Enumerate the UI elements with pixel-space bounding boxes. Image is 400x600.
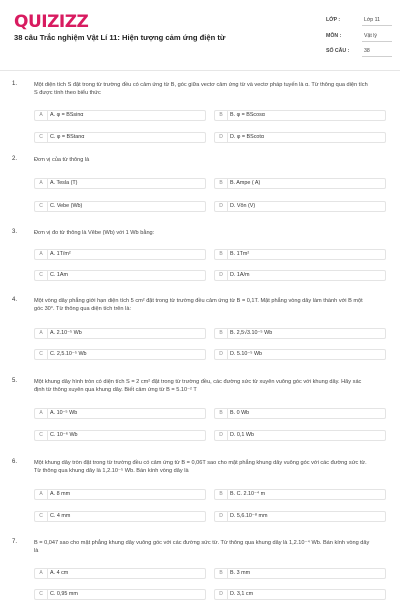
option-c[interactable] xyxy=(34,132,206,143)
option-text: C. 4 mm xyxy=(50,513,71,519)
meta-label-class: LỚP : xyxy=(326,17,341,23)
option-letter: D xyxy=(215,202,228,211)
meta-underline xyxy=(362,56,392,57)
option-c[interactable] xyxy=(34,349,206,360)
option-d[interactable] xyxy=(214,201,386,212)
meta-value-count: 38 xyxy=(364,48,370,54)
header xyxy=(0,0,400,70)
question-text: Một diện tích S đặt trong từ trường đều có cảm ứng từ B, góc giữa vectơ cảm ứng từ và vectơ pháp tuyến là α. Từ thông qua diện tích S được tính theo biểu thức xyxy=(34,82,368,96)
question-text: Đơn vị của từ thông là xyxy=(34,157,90,163)
question-number: 3. xyxy=(12,229,18,235)
option-letter: B xyxy=(215,179,228,188)
question-number: 7. xyxy=(12,539,18,545)
option-c[interactable] xyxy=(34,201,206,212)
option-a[interactable] xyxy=(34,249,206,260)
option-b[interactable] xyxy=(214,110,386,121)
option-letter: D xyxy=(215,431,228,440)
option-text: D. 5,6.10⁻⁸ mm xyxy=(230,513,268,519)
meta-label-subject: MÔN : xyxy=(326,33,342,39)
option-a[interactable] xyxy=(34,568,206,579)
option-b[interactable] xyxy=(214,178,386,189)
option-letter: A xyxy=(35,179,48,188)
page-title: 38 câu Trắc nghiệm Vật Lí 11: Hiện tượng cảm ứng điện từ xyxy=(14,33,226,42)
option-text: C. φ = BStanα xyxy=(50,134,85,140)
option-b[interactable] xyxy=(214,249,386,260)
option-a[interactable] xyxy=(34,489,206,500)
option-letter: A xyxy=(35,409,48,418)
option-text: A. 10⁻⁵ Wb xyxy=(50,410,78,416)
option-letter: B xyxy=(215,409,228,418)
option-d[interactable] xyxy=(214,270,386,281)
option-text: B. C. 2.10⁻⁴ m xyxy=(230,491,266,497)
option-d[interactable] xyxy=(214,430,386,441)
option-letter: A xyxy=(35,569,48,578)
option-d[interactable] xyxy=(214,349,386,360)
option-text: D. 0,1 Wb xyxy=(230,432,254,438)
meta-value-subject: Vật lý xyxy=(364,33,377,39)
option-b[interactable] xyxy=(214,568,386,579)
question-number: 5. xyxy=(12,378,18,384)
option-a[interactable] xyxy=(34,408,206,419)
option-text: A. 1T/m² xyxy=(50,251,71,257)
question-text: Đơn vị đo từ thông là Vêbe (Wb) với 1 Wb bằng: xyxy=(34,230,155,236)
option-b[interactable] xyxy=(214,328,386,339)
option-letter: D xyxy=(215,271,228,280)
option-letter: A xyxy=(35,490,48,499)
meta-value-class: Lớp 11 xyxy=(364,17,380,23)
option-text: A. 2.10⁻⁵ Wb xyxy=(50,330,82,336)
option-letter: A xyxy=(35,329,48,338)
option-a[interactable] xyxy=(34,178,206,189)
header-divider xyxy=(0,70,400,71)
option-letter: D xyxy=(215,133,228,142)
option-letter: D xyxy=(215,350,228,359)
option-text: D. 1A/m xyxy=(230,272,250,278)
option-letter: C xyxy=(35,431,48,440)
option-letter: D xyxy=(215,512,228,521)
option-text: A. φ = BSsinα xyxy=(50,112,84,118)
option-d[interactable] xyxy=(214,132,386,143)
option-text: D. φ = BScotα xyxy=(230,134,265,140)
option-d[interactable] xyxy=(214,589,386,600)
question-number: 2. xyxy=(12,156,18,162)
option-c[interactable] xyxy=(34,511,206,522)
option-letter: C xyxy=(35,271,48,280)
option-b[interactable] xyxy=(214,489,386,500)
option-text: D. Vôn (V) xyxy=(230,203,256,209)
meta-underline xyxy=(362,25,392,26)
option-text: B. Ampe ( A) xyxy=(230,180,261,186)
option-d[interactable] xyxy=(214,511,386,522)
option-text: C. 2,5.10⁻⁵ Wb xyxy=(50,351,87,357)
option-c[interactable] xyxy=(34,430,206,441)
option-letter: B xyxy=(215,569,228,578)
question-text: Một khung dây tròn đặt trong từ trường đều có cảm ứng từ B = 0,06T sao cho mặt phẳng khung dây vuông góc với các đường sức từ. Từ thông qua khung dây là 1,2.10⁻⁵ Wb. Bán kính vòng dây là xyxy=(34,460,367,474)
option-text: C. Vebe (Wb) xyxy=(50,203,83,209)
option-text: B. 3 mm xyxy=(230,570,251,576)
question-number: 1. xyxy=(12,81,18,87)
option-letter: A xyxy=(35,111,48,120)
option-letter: B xyxy=(215,250,228,259)
option-text: A. 8 mm xyxy=(50,491,71,497)
option-letter: C xyxy=(35,350,48,359)
question-number: 6. xyxy=(12,459,18,465)
option-letter: C xyxy=(35,590,48,599)
option-b[interactable] xyxy=(214,408,386,419)
option-text: B. 1Tm² xyxy=(230,251,250,257)
option-letter: C xyxy=(35,202,48,211)
option-letter: A xyxy=(35,250,48,259)
option-text: D. 3,1 cm xyxy=(230,591,254,597)
meta-label-count: SỐ CÂU : xyxy=(326,48,350,54)
option-letter: B xyxy=(215,111,228,120)
option-text: C. 10⁻⁶ Wb xyxy=(50,432,78,438)
option-letter: C xyxy=(35,512,48,521)
question-text: Một vòng dây phẳng giới hạn diện tích 5 cm² đặt trong từ trường đều cảm ứng từ B = 0,1T. Mặt phẳng vòng dây làm thành với B một góc 30°. Từ thông qua diện tích trên là: xyxy=(34,298,363,312)
option-letter: B xyxy=(215,329,228,338)
meta-underline xyxy=(362,41,392,42)
option-a[interactable] xyxy=(34,328,206,339)
option-letter: C xyxy=(35,133,48,142)
question-text: Một khung dây hình tròn có diện tích S = 2 cm² đặt trong từ trường đều, các đường sức từ xuyên vuông góc với khung dây. Hãy xác định từ thông xuyên qua khung dây. Biết cảm ứng từ B = 5.10⁻² T xyxy=(34,379,362,393)
option-text: D. 5.10⁻⁵ Wb xyxy=(230,351,263,357)
option-text: B. 2,5√3.10⁻⁵ Wb xyxy=(230,330,273,336)
option-letter: D xyxy=(215,590,228,599)
question-text: B = 0,047 sao cho mặt phẳng khung dây vuông góc với các đường sức từ. Từ thông qua khung dây là 1,2.10⁻⁴ Wb. Bán kính vòng dây là xyxy=(34,540,370,554)
option-text: B. 0 Wb xyxy=(230,410,250,416)
option-text: B. φ = BScosα xyxy=(230,112,265,118)
option-c[interactable] xyxy=(34,270,206,281)
option-letter: B xyxy=(215,490,228,499)
quizizz-logo[interactable]: QUIZIZZ xyxy=(14,12,89,32)
option-c[interactable] xyxy=(34,589,206,600)
option-text: C. 1Am xyxy=(50,272,68,278)
question-number: 4. xyxy=(12,297,18,303)
option-text: C. 0,95 mm xyxy=(50,591,78,597)
option-a[interactable] xyxy=(34,110,206,121)
option-text: A. Tesla (T) xyxy=(50,180,78,186)
option-text: A. 4 cm xyxy=(50,570,69,576)
